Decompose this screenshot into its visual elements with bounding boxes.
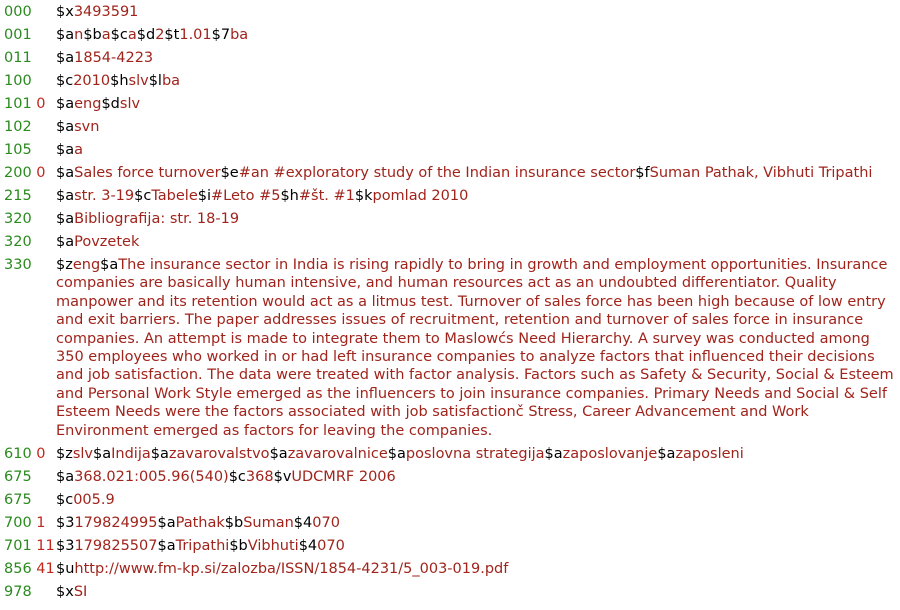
field-row-701 xyxy=(4,537,894,555)
subfield-code: $l xyxy=(148,73,162,89)
field-tag xyxy=(4,118,56,136)
subfield-code: $c xyxy=(134,188,152,204)
subfield-value: 070 xyxy=(317,537,345,554)
tag-number: 200 xyxy=(4,165,32,181)
subfield-code: $b xyxy=(229,537,248,554)
subfield-code: $3 xyxy=(56,514,75,531)
field-row-856 xyxy=(4,560,894,578)
subfield-value: poslovna strategija xyxy=(405,445,545,462)
subfield-value: 368.021:005.96(540) xyxy=(74,468,229,485)
tag-number: 701 xyxy=(4,537,32,554)
field-tag xyxy=(4,164,56,182)
field-row-000 xyxy=(4,3,894,21)
subfield-value: slv xyxy=(72,445,94,462)
field-content xyxy=(56,95,894,113)
subfield-value: pomlad 2010 xyxy=(372,188,469,204)
subfield-code: $v xyxy=(273,468,292,485)
subfield-value: Pathak xyxy=(175,514,225,531)
field-row-001 xyxy=(4,26,894,44)
subfield-code: $d xyxy=(136,27,156,43)
tag-number: 000 xyxy=(4,4,32,20)
subfield-code: $h xyxy=(110,73,129,89)
field-tag xyxy=(4,468,56,486)
subfield-code: $e xyxy=(220,165,239,181)
field-row-700 xyxy=(4,514,894,532)
subfield-value: slv xyxy=(128,73,149,89)
field-content xyxy=(56,164,894,182)
field-content xyxy=(56,49,894,67)
subfield-value: zaposlovanje xyxy=(562,445,658,462)
subfield-value: str. 3-19 xyxy=(74,188,135,204)
subfield-code: $d xyxy=(101,96,120,112)
subfield-code: $a xyxy=(150,445,169,462)
subfield-code: $a xyxy=(544,445,563,462)
field-content xyxy=(56,256,894,440)
subfield-code: $a xyxy=(56,234,75,250)
subfield-code: $a xyxy=(269,445,288,462)
subfield-code: $a xyxy=(56,468,75,485)
subfield-value: Indija xyxy=(111,445,151,462)
subfield-code: $a xyxy=(157,537,176,554)
field-tag xyxy=(4,49,56,67)
field-row-610 xyxy=(4,445,894,463)
subfield-value: UDCMRF 2006 xyxy=(291,468,396,485)
field-content xyxy=(56,118,894,136)
subfield-code: $a xyxy=(56,142,75,158)
subfield-value: 368 xyxy=(245,468,274,485)
subfield-value: svn xyxy=(74,119,100,135)
field-content xyxy=(56,210,894,228)
field-content xyxy=(56,537,894,555)
field-row-102 xyxy=(4,118,894,136)
subfield-code: $a xyxy=(56,27,75,43)
field-tag xyxy=(4,26,56,44)
subfield-code: $x xyxy=(56,583,74,600)
field-tag xyxy=(4,537,56,555)
indicator: 1 xyxy=(36,514,46,531)
tag-number: 610 xyxy=(4,445,32,462)
subfield-value: #Leto #5 xyxy=(211,188,281,204)
field-row-105 xyxy=(4,141,894,159)
subfield-value: zavarovalnice xyxy=(287,445,388,462)
subfield-code: $a xyxy=(56,211,75,227)
subfield-code: $4 xyxy=(293,514,313,531)
tag-number: 978 xyxy=(4,583,32,600)
tag-number: 675 xyxy=(4,491,32,508)
field-tag xyxy=(4,560,56,578)
subfield-value: eng xyxy=(72,257,101,273)
subfield-code: $3 xyxy=(56,537,75,554)
subfield-code: $a xyxy=(387,445,406,462)
field-tag xyxy=(4,95,56,113)
subfield-value: #št. #1 xyxy=(298,188,355,204)
subfield-code: $a xyxy=(56,50,75,66)
field-tag xyxy=(4,141,56,159)
field-row-675 xyxy=(4,491,894,509)
subfield-value: 179825507 xyxy=(74,537,158,554)
subfield-value: 005.9 xyxy=(73,491,115,508)
field-row-330 xyxy=(4,256,894,440)
subfield-code: $a xyxy=(56,188,75,204)
field-tag xyxy=(4,233,56,251)
field-row-100 xyxy=(4,72,894,90)
indicator: 11 xyxy=(36,537,55,554)
subfield-code: $a xyxy=(56,119,75,135)
field-content xyxy=(56,445,894,463)
field-row-200 xyxy=(4,164,894,182)
field-row-978 xyxy=(4,583,894,601)
tag-number: 011 xyxy=(4,50,32,66)
indicator: 41 xyxy=(36,560,55,577)
subfield-code: $a xyxy=(93,445,112,462)
field-tag xyxy=(4,72,56,90)
tag-number: 856 xyxy=(4,560,32,577)
field-tag xyxy=(4,514,56,532)
subfield-code: $b xyxy=(224,514,244,531)
field-content xyxy=(56,187,894,205)
tag-number: 675 xyxy=(4,468,32,485)
subfield-code: $a xyxy=(100,257,119,273)
subfield-code: $u xyxy=(56,560,75,577)
subfield-code: $a xyxy=(56,165,75,181)
tag-number: 105 xyxy=(4,142,32,158)
field-row-101 xyxy=(4,95,894,113)
subfield-value: n xyxy=(74,27,84,43)
subfield-value: Suman xyxy=(243,514,294,531)
subfield-value: a xyxy=(74,142,84,158)
subfield-code: $k xyxy=(354,188,373,204)
subfield-value: a xyxy=(127,27,137,43)
field-content xyxy=(56,141,894,159)
field-content xyxy=(56,26,894,44)
subfield-value: ba xyxy=(161,73,181,89)
field-content xyxy=(56,468,894,486)
field-tag xyxy=(4,210,56,228)
field-content xyxy=(56,233,894,251)
subfield-code: $7 xyxy=(211,27,231,43)
subfield-code: $a xyxy=(157,514,176,531)
subfield-code: $a xyxy=(56,96,75,112)
subfield-code: $z xyxy=(56,257,73,273)
subfield-value: zaposleni xyxy=(675,445,744,462)
subfield-value: 3493591 xyxy=(73,4,139,20)
subfield-value: Sales force turnover xyxy=(74,165,221,181)
field-row-675 xyxy=(4,468,894,486)
subfield-value: http://www.fm-kp.si/zalozba/ISSN/1854-4231/5_003-019.pdf xyxy=(74,560,509,577)
subfield-value: 070 xyxy=(312,514,340,531)
field-tag xyxy=(4,187,56,205)
subfield-value: Bibliografija: str. 18-19 xyxy=(74,211,240,227)
field-content xyxy=(56,514,894,532)
subfield-code: $c xyxy=(56,491,74,508)
field-row-215 xyxy=(4,187,894,205)
tag-number: 215 xyxy=(4,188,32,204)
subfield-value: Tripathi xyxy=(175,537,230,554)
tag-number: 320 xyxy=(4,234,32,250)
subfield-value: eng xyxy=(74,96,102,112)
subfield-value: #an #exploratory study of the Indian insurance sector xyxy=(238,165,636,181)
subfield-value: 179824995 xyxy=(74,514,158,531)
subfield-code: $t xyxy=(164,27,180,43)
subfield-value: zavarovalstvo xyxy=(168,445,270,462)
subfield-code: $4 xyxy=(298,537,318,554)
indicator: 0 xyxy=(36,445,46,462)
subfield-value: 2010 xyxy=(73,73,111,89)
field-tag xyxy=(4,3,56,21)
subfield-value: Vibhuti xyxy=(247,537,299,554)
subfield-code: $c xyxy=(110,27,128,43)
field-content xyxy=(56,560,894,578)
subfield-value: SI xyxy=(73,583,88,600)
field-row-320 xyxy=(4,233,894,251)
subfield-value: 1.01 xyxy=(179,27,212,43)
tag-number: 001 xyxy=(4,27,32,43)
subfield-value: Tabele xyxy=(151,188,198,204)
subfield-value: Povzetek xyxy=(74,234,140,250)
subfield-code: $x xyxy=(56,4,74,20)
field-tag xyxy=(4,445,56,463)
tag-number: 320 xyxy=(4,211,32,227)
subfield-code: $c xyxy=(56,73,74,89)
subfield-value: Suman Pathak, Vibhuti Tripathi xyxy=(649,165,873,181)
field-content xyxy=(56,583,894,601)
field-content xyxy=(56,72,894,90)
subfield-code: $h xyxy=(280,188,299,204)
subfield-code: $c xyxy=(228,468,246,485)
field-row-011 xyxy=(4,49,894,67)
subfield-value: slv xyxy=(119,96,141,112)
subfield-code: $i xyxy=(197,188,212,204)
field-content xyxy=(56,491,894,509)
field-content xyxy=(56,3,894,21)
subfield-code: $a xyxy=(657,445,676,462)
indicator: 0 xyxy=(36,165,46,181)
subfield-code: $f xyxy=(635,165,650,181)
subfield-value: 2 xyxy=(155,27,165,43)
subfield-value: a xyxy=(101,27,111,43)
tag-number: 101 xyxy=(4,96,32,112)
indicator: 0 xyxy=(36,96,46,112)
marc-record xyxy=(4,3,894,606)
subfield-value: The insurance sector in India is rising rapidly to bring in growth and employment opportunities. Insurance companies are basically human intensive, and human resources act as an undoubted differentiator. Quality manpower and its retention would act as a litmus test. Turnover of sales force has been high because of low entry and exit barriers. The paper addresses issues of recruitment, retention and turnover of sales force in insurance companies. An attempt is made to integrate them to Maslowćs Need Hierarchy. A survey was conducted among 350 employees who worked in or had left insurance companies to analyze factors that influenced their decisions and job satisfaction. The data were treated with factor analysis. Factors such as Safety & Security, Social & Esteem and Personal Work Style emerged as the influencers to join insurance companies. Primary Needs and Social & Self Esteem Needs were the factors associated with job satisfactionč Stress, Career Advancement and Work Environment emerged as factors for leaving the companies. xyxy=(56,257,894,439)
subfield-code: $b xyxy=(83,27,102,43)
subfield-code: $z xyxy=(56,445,73,462)
field-row-320 xyxy=(4,210,894,228)
subfield-value: 1854-4223 xyxy=(74,50,154,66)
field-tag xyxy=(4,583,56,601)
field-tag xyxy=(4,256,56,274)
tag-number: 330 xyxy=(4,257,32,273)
tag-number: 100 xyxy=(4,73,32,89)
subfield-value: ba xyxy=(230,27,249,43)
field-tag xyxy=(4,491,56,509)
tag-number: 700 xyxy=(4,514,32,531)
tag-number: 102 xyxy=(4,119,32,135)
